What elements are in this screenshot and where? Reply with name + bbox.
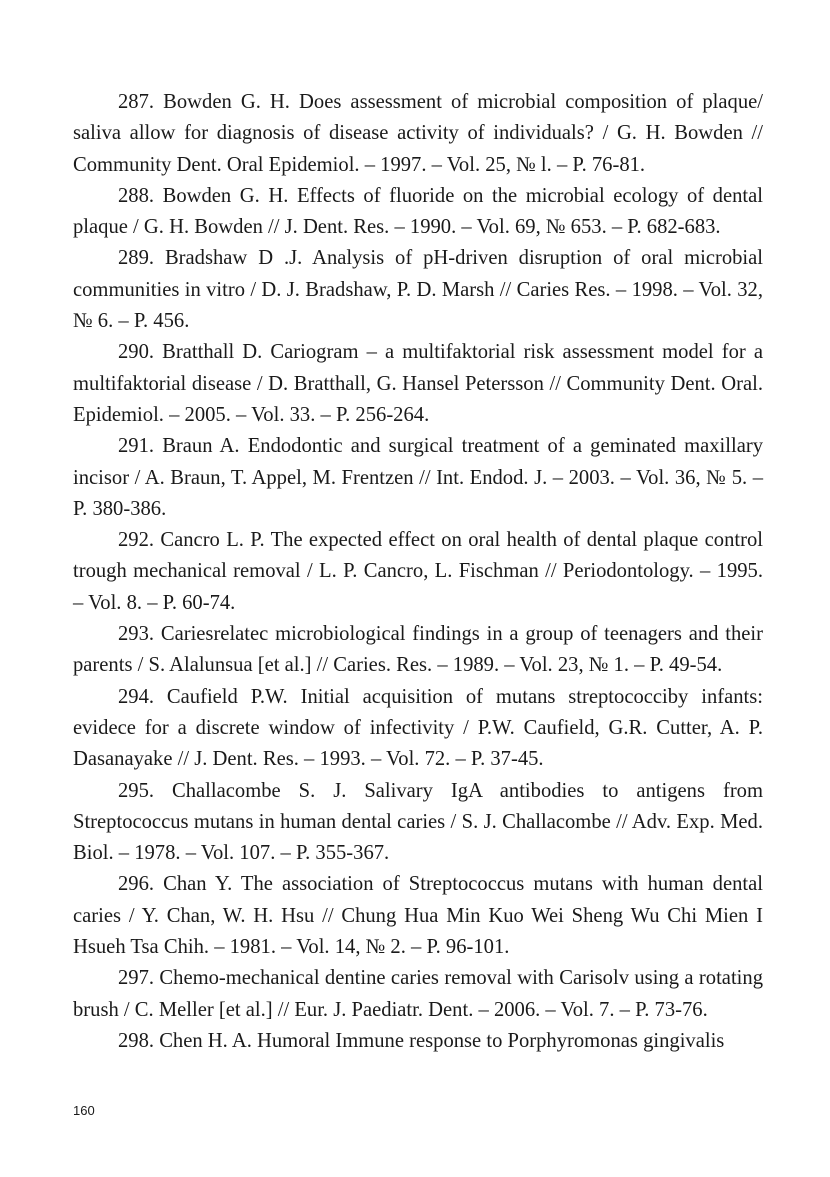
- page-number: 160: [73, 1103, 95, 1118]
- reference-297: 297. Chemo-mechanical dentine caries removal with Carisolv using a rotating brush / C. Meller [et al.] // Eur. J. Paediatr. Dent. – 2006. – Vol. 7. – P. 73-76.: [73, 967, 763, 1021]
- reference-296: 296. Chan Y. The association of Streptococcus mutans with human dental caries / Y. Chan, W. H. Hsu // Chung Hua Min Kuo Wei Sheng Wu Chi Mien I Hsueh Tsa Chih. – 1981. – Vol. 14, № 2. – P. 96-101.: [73, 873, 763, 959]
- reference-292: 292. Cancro L. P. The expected effect on oral health of dental plaque control trough mechanical removal / L. P. Cancro, L. Fischman // Periodontology. – 1995. – Vol. 8. – P. 60-74.: [73, 529, 763, 614]
- reference-291: 291. Braun A. Endodontic and surgical treatment of a geminated maxillary incisor / A. Braun, T. Appel, M. Frentzen // Int. Endod. J. – 2003. – Vol. 36, № 5. – P. 380-386.: [73, 435, 763, 520]
- reference-294: 294. Caufield P.W. Initial acquisition of mutans streptococciby infants: evidece for a discrete window of infectivity / P.W. Caufield, G.R. Cutter, A. P. Dasanayake // J. Dent. Res. – 1993. – Vol. 72. – P. 37-45.: [73, 685, 763, 771]
- reference-288: 288. Bowden G. H. Effects of fluoride on the microbial ecology of dental plaque / G. H. Bowden // J. Dent. Res. – 1990. – Vol. 69, № 653. – P. 682-683.: [73, 184, 763, 239]
- reference-290: 290. Bratthall D. Cariogram – a multifaktorial risk assessment model for a multifaktorial disease / D. Bratthall, G. Hansel Petersson // Community Dent. Oral. Epidemiol. – 2005. – Vol. 33. – P. 256-264.: [73, 341, 763, 426]
- reference-287: 287. Bowden G. H. Does assessment of microbial composition of plaque/ saliva allow for diagnosis of disease activity of individuals? / G. H. Bowden // Community Dent. Oral Epidemiol. – 1997. – Vol. 25, № l. – P. 76-81.: [73, 91, 763, 176]
- reference-289: 289. Bradshaw D .J. Analysis of pH-driven disruption of oral microbial communities in vitro / D. J. Bradshaw, P. D. Marsh // Caries Res. – 1998. – Vol. 32, № 6. – P. 456.: [73, 247, 763, 333]
- reference-298: 298. Chen H. A. Humoral Immune response to Porphyromonas gingivalis: [118, 1029, 725, 1052]
- reference-list: [73, 87, 763, 1057]
- reference-293: 293. Cariesrelatec microbiological findings in a group of teenagers and their parents / S. Alalunsua [et al.] // Caries. Res. – 1989. – Vol. 23, № 1. – P. 49-54.: [73, 623, 763, 677]
- reference-295: 295. Challacombe S. J. Salivary IgA antibodies to antigens from Streptococcus mutans in human dental caries / S. J. Challacombe // Adv. Exp. Med. Biol. – 1978. – Vol. 107. – P. 355-367.: [73, 779, 763, 865]
